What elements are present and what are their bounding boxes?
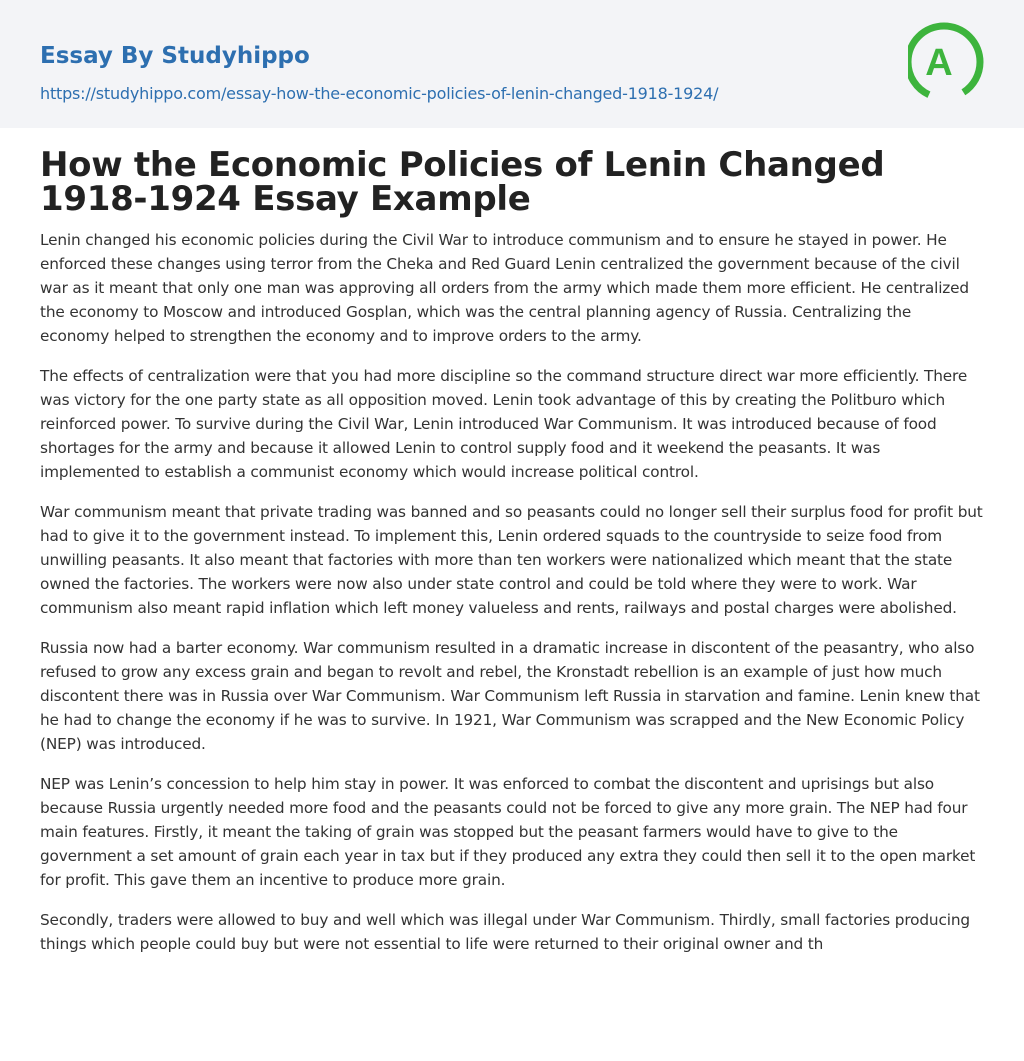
- essay-paragraph-4: Russia now had a barter economy. War communism resulted in a dramatic increase in discontent of the peasantry, who also refused to grow any excess grain and began to revolt and rebel, the Kronstadt rebellion is an example of just how much discontent there was in Russia over War Communism. War Communism left Russia in starvation and famine. Lenin knew that he had to change the economy if he was to survive. In 1921, War Communism was scrapped and the New Economic Policy (NEP) was introduced.: [40, 639, 980, 753]
- studyhippo-logo-icon[interactable]: [908, 18, 988, 106]
- essay-url-link[interactable]: https://studyhippo.com/essay-how-the-economic-policies-of-lenin-changed-1918-1924/: [40, 84, 719, 103]
- article: [40, 145, 984, 972]
- essay-paragraph-3: War communism meant that private trading was banned and so peasants could no longer sell their surplus food for profit but had to give it to the government instead. To implement this, Lenin ordered squads to the countryside to seize food from unwilling peasants. It also meant that factories with more than ten workers were nationalized which meant that the state owned the factories. The workers were now also under state control and could be told where they were to work. War communism also meant rapid inflation which left money valueless and rents, railways and postal charges were abolished.: [40, 503, 983, 617]
- page-title: How the Economic Policies of Lenin Changed 1918-1924 Essay Example: [40, 145, 885, 219]
- site-title[interactable]: Essay By Studyhippo: [40, 43, 310, 69]
- essay-paragraph-5: NEP was Lenin’s concession to help him stay in power. It was enforced to combat the discontent and uprisings but also because Russia urgently needed more food and the peasants could not be forced to give any more grain. The NEP had four main features. Firstly, it meant the taking of grain was stopped but the peasant farmers would have to give to the government a set amount of grain each year in tax but if they produced any extra they could then sell it to the open market for profit. This gave them an incentive to produce more grain.: [40, 775, 976, 889]
- essay-paragraph-1: Lenin changed his economic policies during the Civil War to introduce communism and to ensure he stayed in power. He enforced these changes using terror from the Cheka and Red Guard Lenin centralized the government because of the civil war as it meant that only one man was approving all orders from the army which made them more efficient. He centralized the economy to Moscow and introduced Gosplan, which was the central planning agency of Russia. Centralizing the economy helped to strengthen the economy and to improve orders to the army.: [40, 231, 969, 345]
- site-header: [0, 0, 1024, 128]
- essay-paragraph-6: Secondly, traders were allowed to buy and well which was illegal under War Communism. Thirdly, small factories producing things which people could buy but were not essential to life were returned to their original owner and th: [40, 911, 970, 953]
- essay-paragraph-2: The effects of centralization were that you had more discipline so the command structure direct war more efficiently. There was victory for the one party state as all opposition moved. Lenin took advantage of this by creating the Politburo which reinforced power. To survive during the Civil War, Lenin introduced War Communism. It was introduced because of food shortages for the army and because it allowed Lenin to control supply food and it weekend the peasants. It was implemented to establish a communist economy which would increase political control.: [40, 367, 968, 481]
- logo-letter: A: [925, 42, 953, 84]
